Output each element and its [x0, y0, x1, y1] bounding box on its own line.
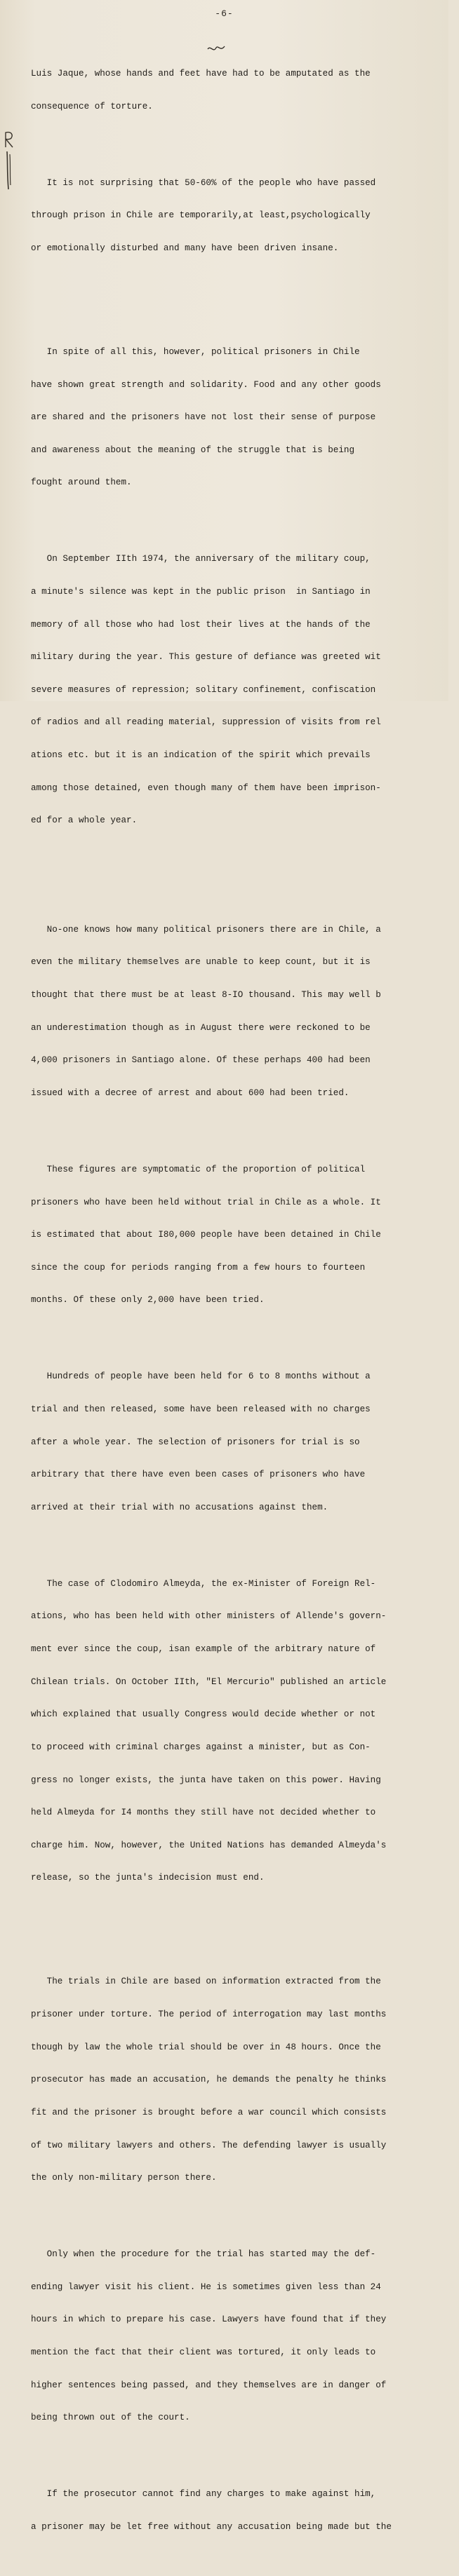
text-line: These figures are symptomatic of the proportion of political — [31, 1164, 366, 1174]
text-line: charge him. Now, however, the United Nations has demanded Almeyda's — [31, 1840, 387, 1850]
handwritten-r-icon — [3, 130, 15, 149]
text-line: being thrown out of the court. — [31, 2413, 190, 2423]
text-line: prosecutor has made an accusation, he demands the penalty he thinks — [31, 2075, 387, 2085]
text-line: to proceed with criminal charges against a minister, but as Con- — [31, 1742, 371, 1752]
text-line: arrived at their trial with no accusations against them. — [31, 1502, 328, 1512]
text-line: months. Of these only 2,000 have been tried. — [31, 1295, 265, 1306]
text-line: No-one knows how many political prisoners there are in Chile, a — [31, 924, 381, 935]
paragraph — [31, 532, 459, 848]
text-line: 4,000 prisoners in Santiago alone. Of these perhaps 400 had been — [31, 1055, 371, 1066]
text-line: of two military lawyers and others. The defending lawyer is usually — [31, 2140, 387, 2150]
paragraph — [31, 1955, 459, 2206]
text-line: gress no longer exists, the junta have taken on this power. Having — [31, 1775, 381, 1785]
text-line: In spite of all this, however, political prisoners in Chile — [31, 346, 360, 357]
text-line: consequence of torture. — [31, 101, 153, 111]
text-line: are shared and the prisoners have not lost their sense of purpose — [31, 412, 376, 423]
text-line: through prison in Chile are temporarily,at least,psychologically — [31, 210, 371, 221]
text-line: release, so the junta's indecision must end. — [31, 1873, 265, 1883]
text-line: prisoner under torture. The period of interrogation may last months — [31, 2009, 387, 2019]
text-line: fought around them. — [31, 477, 132, 488]
paragraph — [31, 2467, 459, 2554]
text-line: have shown great strength and solidarity. Food and any other goods — [31, 379, 381, 390]
text-line: It is not surprising that 50-60% of the people who have passed — [31, 177, 376, 188]
text-line: prisoners who have been held without trial in Chile as a whole. It — [31, 1197, 381, 1207]
text-line: is estimated that about I80,000 people have been detained in Chile — [31, 1230, 381, 1240]
text-line: ations etc. but it is an indication of the spirit which prevails — [31, 750, 371, 761]
text-line: held Almeyda for I4 months they still have not decided whether to — [31, 1808, 376, 1818]
text-line: ending lawyer visit his client. He is sometimes given less than 24 — [31, 2282, 381, 2292]
text-line: and awareness about the meaning of the struggle that is being — [31, 445, 355, 455]
text-line: military during the year. This gesture of defiance was greeted wit — [31, 652, 381, 663]
paragraph — [31, 1350, 459, 1535]
document-body — [31, 25, 459, 2576]
text-line: after a whole year. The selection of prisoners for trial is so — [31, 1437, 360, 1447]
text-line: ations, who has been held with other ministers of Allende's govern- — [31, 1611, 387, 1622]
paragraph — [31, 156, 459, 276]
paragraph — [31, 903, 459, 1121]
text-line: memory of all those who had lost their lives at the hands of the — [31, 619, 371, 630]
text-line: trial and then released, some have been released with no charges — [31, 1404, 371, 1414]
text-line: The case of Clodomiro Almeyda, the ex-Minister of Foreign Rel- — [31, 1578, 376, 1589]
text-line: since the coup for periods ranging from a few hours to fourteen — [31, 1262, 366, 1273]
text-line: mention the fact that their client was tortured, it only leads to — [31, 2347, 376, 2357]
text-line: or emotionally disturbed and many have been driven insane. — [31, 243, 339, 253]
text-line: higher sentences being passed, and they themselves are in danger of — [31, 2380, 387, 2390]
paragraph — [31, 2228, 459, 2446]
text-line: On September IIth 1974, the anniversary of the military coup, — [31, 554, 371, 564]
text-line: a prisoner may be let free without any accusation being made but the — [31, 2521, 392, 2532]
text-line: Chilean trials. On October IIth, "El Mercurio" published an article — [31, 1676, 387, 1687]
text-line: thought that there must be at least 8-IO thousand. This may well b — [31, 990, 381, 1001]
text-line: ment ever since the coup, isan example of the arbitrary nature of — [31, 1643, 376, 1654]
text-line: issued with a decree of arrest and about 600 had been tried. — [31, 1088, 350, 1099]
paragraph — [31, 325, 459, 510]
text-line: Luis Jaque, whose hands and feet have had to be amputated as the — [31, 69, 371, 79]
text-line: hours in which to prepare his case. Lawyers have found that if they — [31, 2314, 387, 2325]
text-line: If the prosecutor cannot find any charges to make against him, — [31, 2489, 376, 2500]
paragraph — [31, 1143, 459, 1328]
text-line: though by law the whole trial should be over in 48 hours. Once the — [31, 2042, 381, 2052]
text-line: a minute's silence was kept in the public prison in Santiago in — [31, 586, 371, 597]
text-line: of radios and all reading material, suppression of visits from rel — [31, 717, 381, 728]
text-line: The trials in Chile are based on information extracted from the — [31, 1977, 381, 1987]
page-number: -6- — [215, 8, 234, 19]
margin-handwritten-letter — [3, 130, 15, 149]
text-line: Only when the procedure for the trial has started may the def- — [31, 2249, 376, 2260]
paragraph — [31, 47, 459, 134]
text-line: among those detained, even though many of them have been imprison- — [31, 782, 381, 793]
text-line: ed for a whole year. — [31, 815, 138, 826]
text-line: which explained that usually Congress would decide whether or not — [31, 1709, 376, 1720]
paragraph — [31, 1557, 459, 1906]
text-line: Hundreds of people have been held for 6 to 8 months without a — [31, 1371, 371, 1382]
text-line: the only non-military person there. — [31, 2173, 217, 2183]
text-line: severe measures of repression; solitary confinement, confiscation — [31, 684, 376, 695]
text-line: arbitrary that there have even been cases of prisoners who have — [31, 1470, 366, 1480]
text-line: even the military themselves are unable to keep count, but it is — [31, 957, 371, 968]
text-line: an underestimation though as in August there were reckoned to be — [31, 1022, 371, 1033]
text-line: fit and the prisoner is brought before a war council which consists — [31, 2107, 387, 2117]
